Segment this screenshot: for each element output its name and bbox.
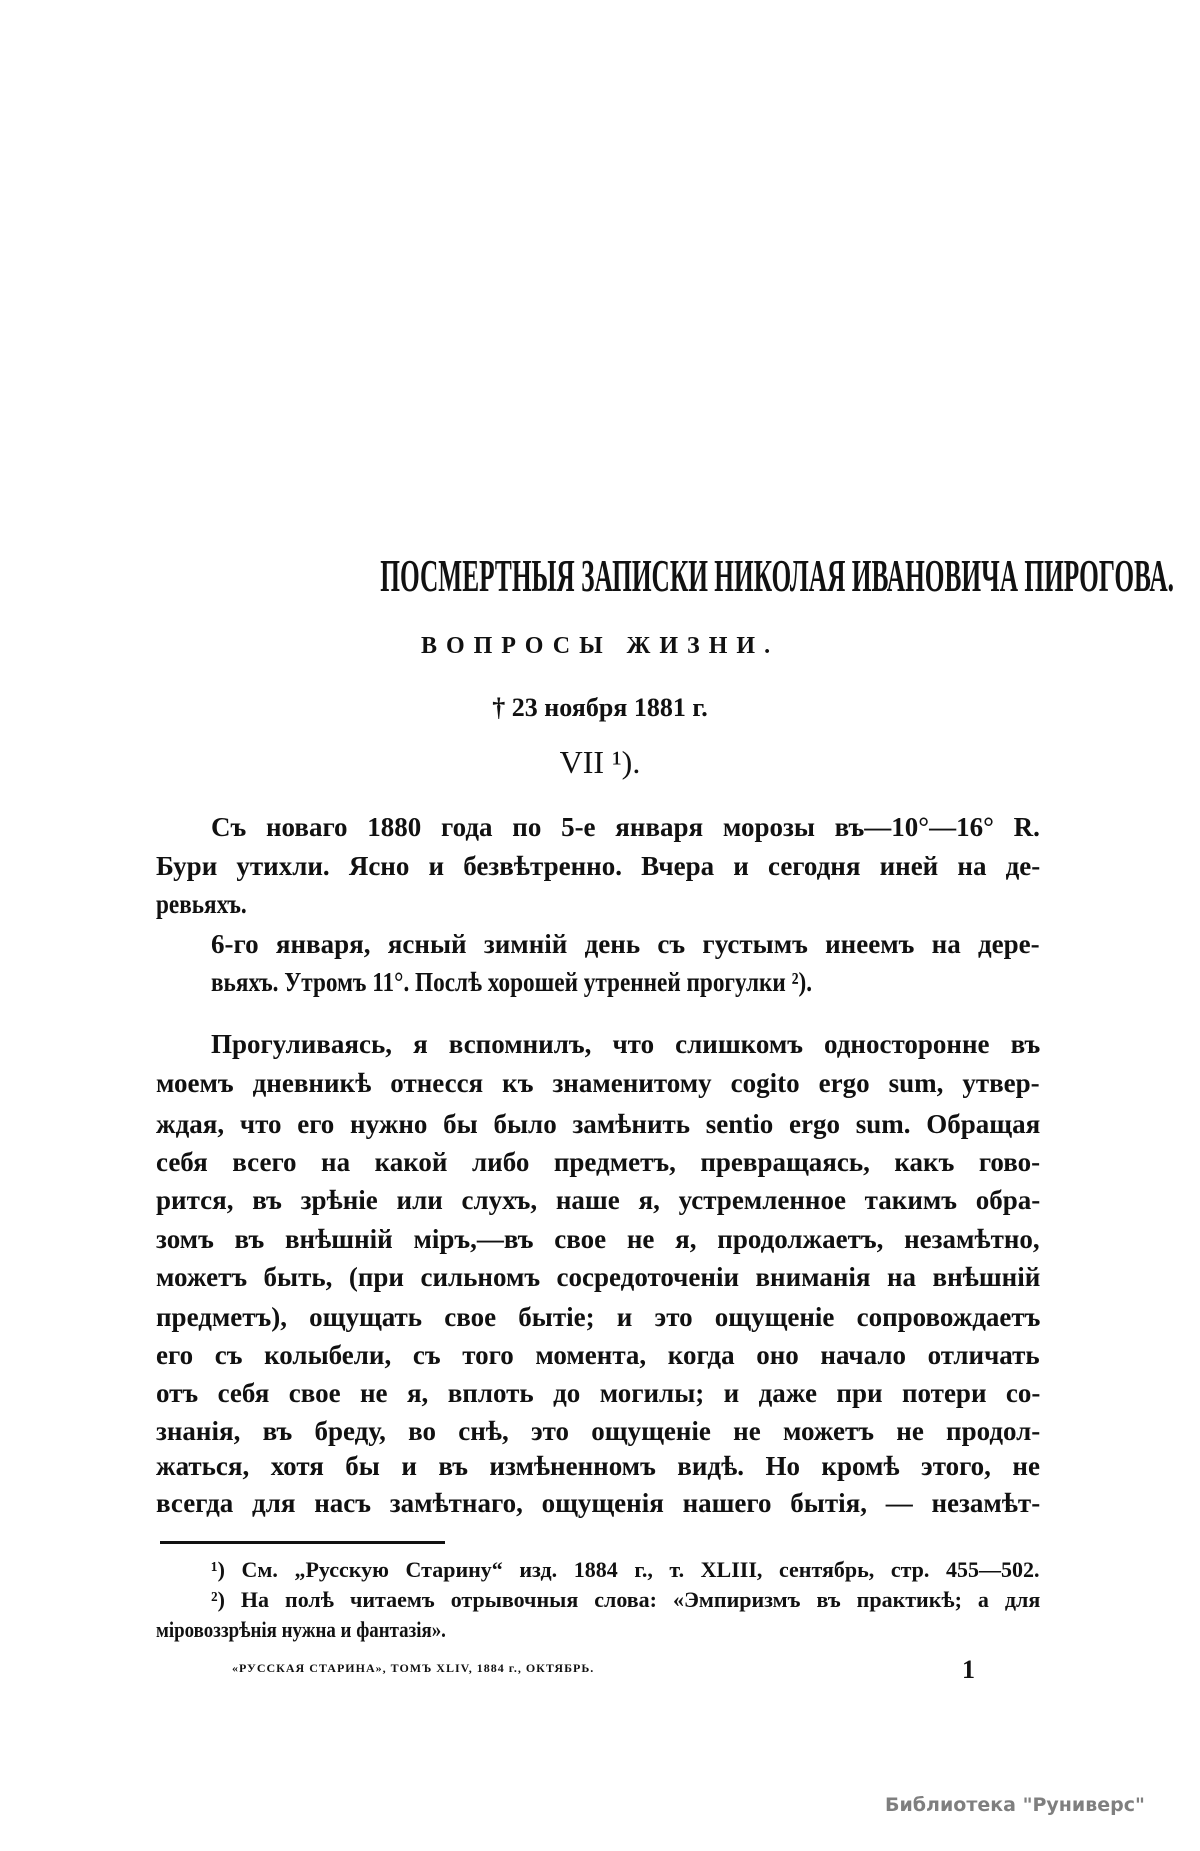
death-date: † 23 ноября 1881 г. <box>492 693 708 722</box>
text-line: себя всего на какой либо предметъ, превращаясь, какъ гово- <box>156 1147 1041 1177</box>
footnote-line: ¹) См. „Русскую Старину“ изд. 1884 г., т. XLIII, сентябрь, стр. 455—502. <box>211 1557 1040 1582</box>
footnote-divider <box>160 1541 445 1544</box>
text-line: можетъ быть, (при сильномъ сосредоточенiи вниманiя на внѣшнiй <box>156 1262 1041 1292</box>
text-line: 6-го января, ясный зимнiй день съ густымъ инеемъ на дере- <box>211 929 1040 959</box>
footnote-line: мiровоззрѣнiя нужна и фантазiя». <box>156 1617 446 1642</box>
page-number: 1 <box>962 1655 975 1684</box>
text-line: рится, въ зрѣнiе или слухъ, наше я, устремленное такимъ обра- <box>156 1185 1041 1215</box>
text-line: Бури утихли. Ясно и безвѣтренно. Вчера и сегодня иней на де- <box>156 851 1041 881</box>
footnote-line: ²) На полѣ читаемъ отрывочныя слова: «Эмпиризмъ въ практикѣ; а для <box>211 1587 1041 1612</box>
subtitle: ВОПРОСЫ ЖИЗНИ. <box>420 633 780 659</box>
text-line: жаться, хотя бы и въ измѣненномъ видѣ. Но кромѣ этого, не <box>156 1451 1040 1481</box>
section-number: VII ¹). <box>559 744 641 780</box>
text-line: моемъ дневникѣ отнесся къ знаменитому cogito ergo sum, утвер- <box>156 1068 1040 1098</box>
text-line: вьяхъ. Утромъ 11°. Послѣ хорошей утренней прогулки ²). <box>211 967 813 997</box>
text-line: всегда для насъ замѣтнаго, ощущенiя нашего бытiя, — незамѣт- <box>156 1488 1041 1518</box>
journal-signature: «РУССКАЯ СТАРИНА», ТОМЪ XLIV, 1884 г., ОКТЯБРЬ. <box>232 1661 595 1675</box>
text-line: отъ себя свое не я, вплоть до могилы; и даже при потери со- <box>156 1378 1041 1408</box>
text-line: знанiя, въ бреду, во снѣ, это ощущенiе не можетъ не продол- <box>156 1416 1041 1446</box>
text-line: ревьяхъ. <box>156 889 247 919</box>
text-line: предметъ), ощущать свое бытiе; и это ощущенiе сопровождаетъ <box>156 1302 1041 1332</box>
text-line: Съ новаго 1880 года по 5-е января морозы въ—10°—16° R. <box>211 812 1040 842</box>
text-line: его съ колыбели, съ того момента, когда оно начало отличать <box>156 1340 1040 1370</box>
text-line: Прогуливаясь, я вспомнилъ, что слишкомъ односторонне въ <box>211 1029 1041 1059</box>
library-watermark: Библиотека "Руниверс" <box>885 1794 1145 1816</box>
text-line: зомъ въ внѣшнiй мiръ,—въ свое не я, продолжаетъ, незамѣтно, <box>156 1224 1040 1254</box>
page-title: ПОСМЕРТНЫЯ ЗАПИСКИ НИКОЛАЯ ИВАНОВИЧА ПИРОГОВА. <box>380 550 1175 601</box>
text-line: ждая, что его нужно бы было замѣнить sentio ergo sum. Обращая <box>156 1109 1041 1139</box>
